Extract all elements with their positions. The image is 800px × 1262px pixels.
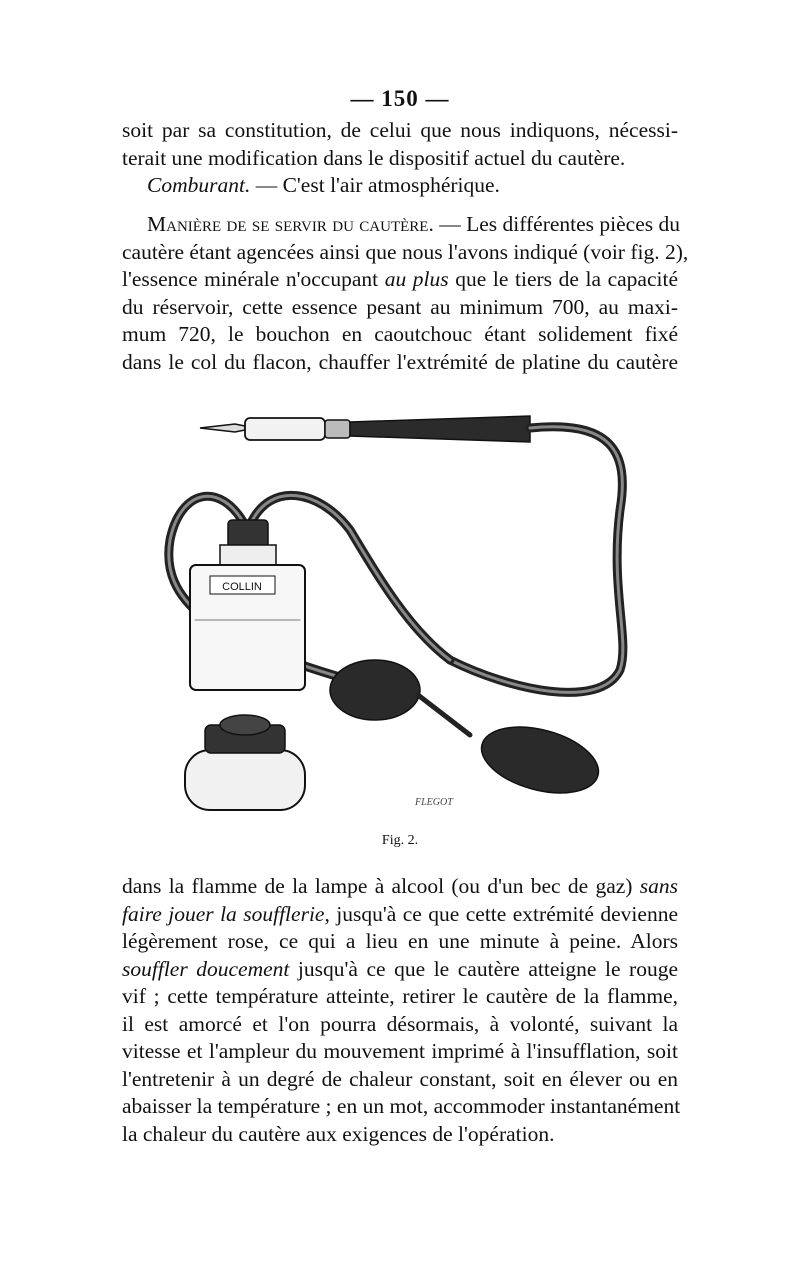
- cautery-collar: [245, 418, 325, 440]
- text-line: l'entretenir à un degré de chaleur constant, soit en élever ou en: [122, 1066, 678, 1091]
- text-line: la chaleur du cautère aux exigences de l'opération.: [122, 1121, 555, 1146]
- text-line: l'essence minérale n'occupant au plus que le tiers de la capacité: [122, 267, 679, 291]
- rubber-stopper: [228, 520, 268, 548]
- text-line: abaisser la température ; en un mot, accommoder instantanément: [122, 1094, 681, 1118]
- rubber-hose: [450, 427, 623, 693]
- text-line: cautère étant agencées ainsi que nous l'avons indiqué (voir fig. 2),: [122, 239, 689, 264]
- bottle-label-text: COLLIN: [222, 581, 262, 593]
- comburant-line: [122, 172, 678, 200]
- paragraph-continuation: [122, 117, 678, 200]
- figure-caption: Fig. 2.: [381, 833, 419, 848]
- instruction-paragraph: [122, 873, 681, 1148]
- text-line: vitesse et l'ampleur du mouvement imprimé à l'insufflation, soit: [122, 1039, 678, 1063]
- text-line: mum 720, le bouchon en caoutchouc étant solidement fixé: [122, 322, 678, 346]
- cautery-handle: [350, 416, 530, 442]
- rubber-bulb: [474, 715, 605, 804]
- text-line: dans la flamme de la lampe à alcool (ou d'un bec de gaz) sans: [122, 874, 678, 898]
- text-line: faire jouer la soufflerie, jusqu'à ce que cette extrémité devienne: [122, 901, 678, 926]
- alcohol-lamp: [185, 750, 305, 810]
- section-heading: Manière de se servir du cautère.: [147, 212, 434, 236]
- comburant-term: Comburant.: [147, 173, 251, 197]
- platinum-tip: [200, 424, 245, 432]
- emphasis-text: au plus: [384, 267, 449, 291]
- text-line: légèrement rose, ce qui a lieu en une minute à peine. Alors: [122, 929, 678, 953]
- text-line: terait une modification dans le dispositif actuel du cautère.: [122, 145, 626, 170]
- text-line: dans le col du flacon, chauffer l'extrémité de platine du cautère: [122, 349, 678, 374]
- text-line: soit par sa constitution, de celui que nous indiquons, nécessi-: [122, 118, 678, 142]
- section-heading-line: [122, 211, 678, 239]
- text-line: du réservoir, cette essence pesant au minimum 700, au maxi-: [122, 294, 678, 319]
- text-line: souffler doucement jusqu'à ce que le cautère atteigne le rouge: [122, 956, 678, 981]
- rubber-bulb: [330, 660, 420, 720]
- comburant-text: — C'est l'air atmosphérique.: [250, 173, 500, 197]
- section-intro: — Les différentes pièces du: [433, 212, 680, 236]
- cautery-apparatus-illustration: [150, 390, 660, 830]
- text-line: il est amorcé et l'on pourra désormais, à volonté, suivant la: [122, 1011, 678, 1036]
- page-number: — 150 —: [350, 86, 450, 111]
- engraver-signature: FLEGOT: [415, 797, 453, 808]
- section-paragraph: [122, 211, 689, 376]
- text-line: vif ; cette température atteinte, retirer le cautère de la flamme,: [122, 984, 678, 1008]
